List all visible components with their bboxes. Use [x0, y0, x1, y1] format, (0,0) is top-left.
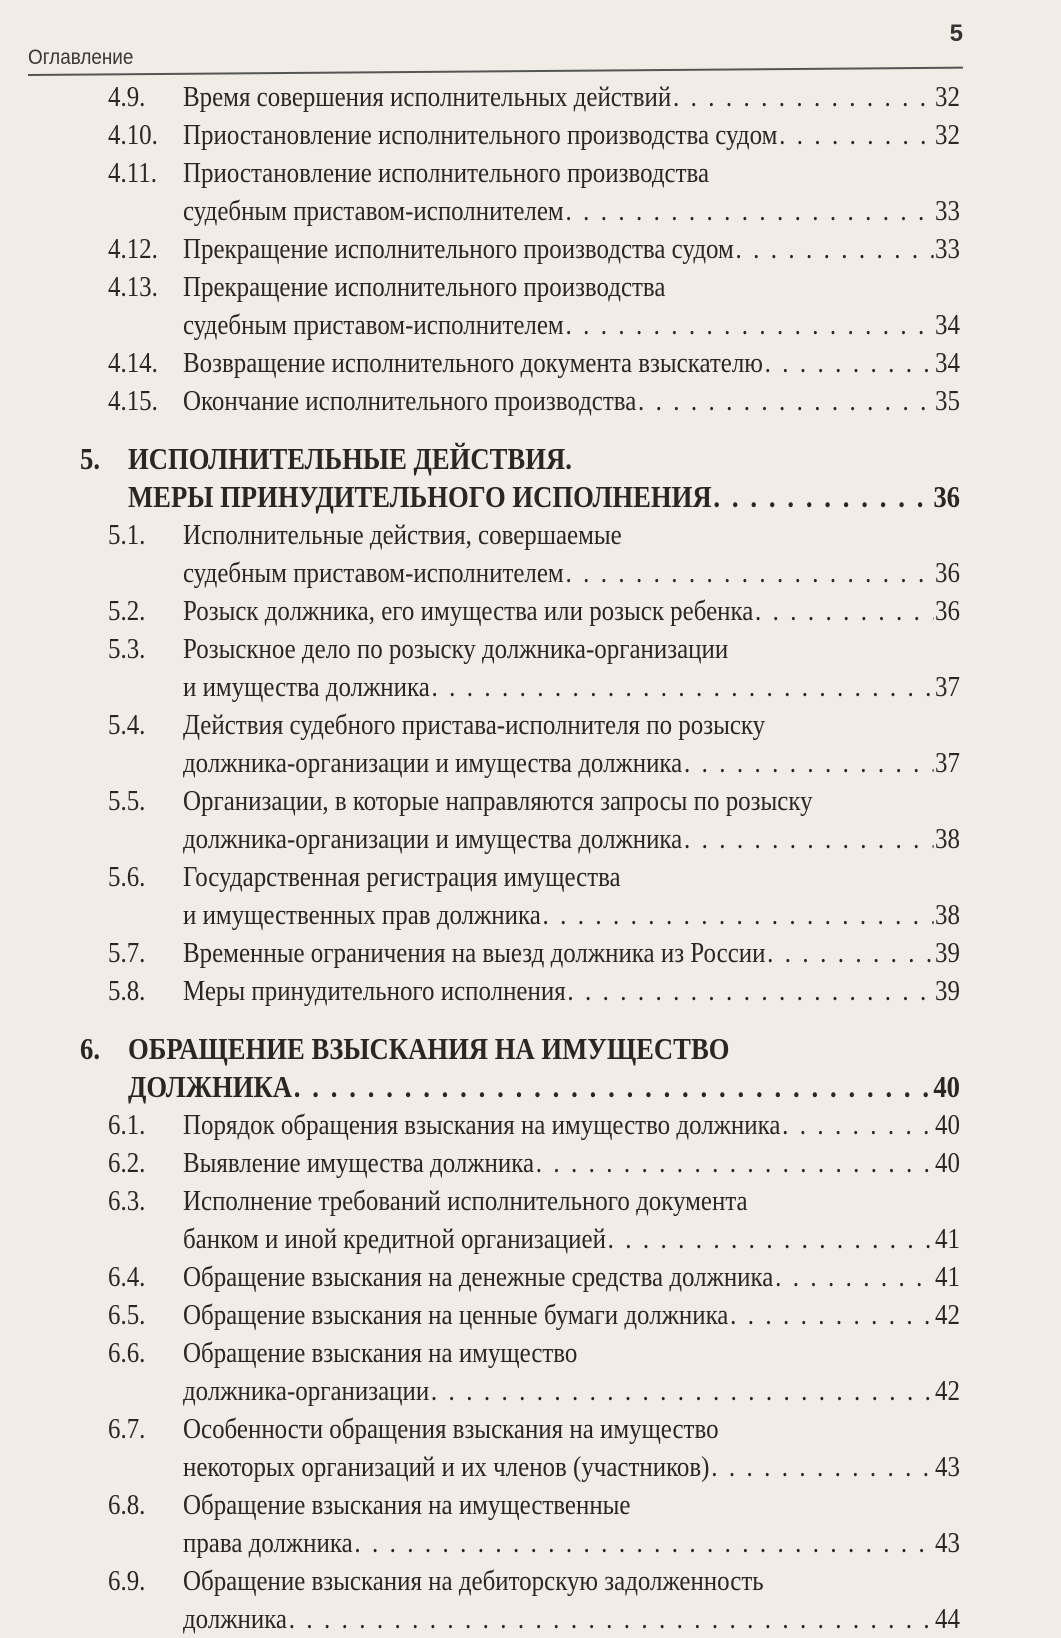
dot-leader [638, 382, 933, 420]
toc-page-number: 33 [935, 233, 960, 265]
running-head: Оглавление [28, 46, 134, 69]
toc-page-number: 32 [935, 119, 960, 151]
toc-entry-title: Обращение взыскания на ценные бумаги должника [182, 1299, 729, 1331]
toc-entry-title: должника-организации [182, 1375, 430, 1407]
toc-entry-title: Приостановление исполнительного производства [182, 157, 710, 189]
toc-entry-number: 6.2. [108, 1147, 146, 1179]
toc-entry-title: Прекращение исполнительного производства судом [182, 233, 734, 265]
dot-leader [782, 1106, 933, 1144]
toc-entry-title: Особенности обращения взыскания на имущество [182, 1413, 719, 1445]
toc-page-number: 42 [935, 1299, 960, 1331]
dot-leader [431, 1372, 933, 1410]
dot-leader [565, 192, 933, 230]
dot-leader [765, 344, 934, 382]
dot-leader [608, 1220, 934, 1258]
dot-leader [736, 230, 934, 268]
toc-entry-title: Меры принудительного исполнения [182, 975, 566, 1007]
dot-leader [767, 934, 933, 972]
toc-entry[interactable] [108, 1258, 960, 1296]
dot-leader [543, 896, 934, 934]
toc-entry-number: 6.3. [108, 1185, 146, 1217]
toc-entry[interactable] [108, 706, 960, 782]
toc-entry-title: судебным приставом-исполнителем [182, 557, 564, 589]
toc-page-number: 34 [935, 347, 960, 379]
toc-page-number: 36 [935, 557, 960, 589]
toc-entry[interactable] [108, 344, 960, 382]
toc-entry[interactable] [108, 1334, 960, 1410]
dot-leader [684, 820, 933, 858]
toc-entry[interactable] [108, 782, 960, 858]
toc-entry-number: 5.4. [108, 709, 146, 741]
dot-leader [673, 78, 933, 116]
dot-leader [354, 1524, 933, 1562]
toc-entry-title: Розыскное дело по розыску должника-организации [182, 633, 729, 665]
toc-entry-title: ДОЛЖНИКА [127, 1069, 293, 1104]
toc-page-number: 43 [935, 1527, 960, 1559]
toc-entry-title: Исполнительные действия, совершаемые [182, 519, 622, 551]
toc-entry-number: 4.12. [108, 233, 158, 265]
toc-entry-title: некоторых организаций и их членов (участников) [182, 1451, 710, 1483]
toc-entry[interactable] [108, 934, 960, 972]
toc-entry-number: 6.1. [108, 1109, 146, 1141]
toc-entry-title: Временные ограничения на выезд должника из России [182, 937, 766, 969]
dot-leader [779, 116, 933, 154]
toc-entry-number: 4.14. [108, 347, 158, 379]
toc-entry-number: 5. [80, 441, 100, 476]
toc-entry-number: 5.5. [108, 785, 146, 817]
toc-entry-title: Исполнение требований исполнительного документа [182, 1185, 748, 1217]
toc-entry-title: Время совершения исполнительных действий [182, 81, 672, 113]
toc-page-number: 38 [935, 899, 960, 931]
toc-page-number: 34 [935, 309, 960, 341]
toc-entry-number: 4.9. [108, 81, 146, 113]
toc-entry[interactable] [108, 592, 960, 630]
toc-entry-title: Окончание исполнительного производства [182, 385, 637, 417]
toc-page-number: 41 [935, 1223, 960, 1255]
toc-page-number: 36 [933, 479, 960, 514]
dot-leader [713, 478, 931, 516]
toc-page-number: 39 [935, 975, 960, 1007]
table-of-contents [0, 78, 1061, 1638]
toc-entry-title: Обращение взыскания на имущество [182, 1337, 578, 1369]
toc-entry-title: Государственная регистрация имущества [182, 861, 621, 893]
toc-entry-title: Порядок обращения взыскания на имущество должника [182, 1109, 781, 1141]
toc-page-number: 40 [935, 1147, 960, 1179]
toc-entry-title: Организации, в которые направляются запросы по розыску [182, 785, 813, 817]
page-header [28, 18, 963, 70]
toc-entry[interactable] [108, 516, 960, 592]
toc-page-number: 39 [935, 937, 960, 969]
toc-entry-number: 6.9. [108, 1565, 146, 1597]
toc-entry-title: Выявление имущества должника [182, 1147, 535, 1179]
toc-entry-title: ОБРАЩЕНИЕ ВЗЫСКАНИЯ НА ИМУЩЕСТВО [127, 1031, 730, 1066]
toc-entry-title: и имущества должника [182, 671, 430, 703]
toc-entry-title: судебным приставом-исполнителем [182, 309, 564, 341]
toc-entry-number: 5.7. [108, 937, 146, 969]
toc-entry[interactable] [108, 382, 960, 420]
toc-entry-title: Действия судебного пристава-исполнителя по розыску [182, 709, 766, 741]
toc-entry-number: 5.6. [108, 861, 146, 893]
toc-entry[interactable] [108, 1182, 960, 1258]
toc-entry-title: Розыск должника, его имущества или розыск ребенка [182, 595, 754, 627]
toc-page-number: 38 [935, 823, 960, 855]
toc-entry-title: Приостановление исполнительного производства судом [182, 119, 778, 151]
toc-entry-number: 4.10. [108, 119, 158, 151]
dot-leader [567, 972, 933, 1010]
toc-page-number: 36 [935, 595, 960, 627]
toc-page-number: 43 [935, 1451, 960, 1483]
toc-entry-number: 5.1. [108, 519, 146, 551]
toc-entry[interactable] [108, 154, 960, 230]
toc-page-number: 40 [933, 1069, 960, 1104]
toc-entry-number: 4.13. [108, 271, 158, 303]
toc-entry-title: Прекращение исполнительного производства [182, 271, 666, 303]
toc-entry[interactable] [108, 116, 960, 154]
toc-entry[interactable] [108, 268, 960, 344]
toc-entry-title: ИСПОЛНИТЕЛЬНЫЕ ДЕЙСТВИЯ. [127, 441, 572, 476]
toc-entry-number: 6.7. [108, 1413, 146, 1445]
toc-entry[interactable] [108, 1486, 960, 1562]
toc-entry[interactable] [108, 1106, 960, 1144]
toc-page-number: 40 [935, 1109, 960, 1141]
dot-leader [775, 1258, 933, 1296]
toc-entry-title: должника-организации и имущества должника [182, 823, 683, 855]
dot-leader [684, 744, 933, 782]
toc-entry-number: 6.5. [108, 1299, 146, 1331]
toc-entry-title: Возвращение исполнительного документа взыскателю [182, 347, 763, 379]
toc-entry[interactable] [108, 1144, 960, 1182]
toc-entry[interactable] [108, 1296, 960, 1334]
toc-entry-title: Обращение взыскания на имущественные [182, 1489, 631, 1521]
page-number: 5 [949, 20, 963, 47]
toc-page-number: 44 [935, 1603, 960, 1635]
toc-entry[interactable] [108, 858, 960, 934]
toc-chapter[interactable] [80, 1030, 960, 1106]
toc-page-number: 33 [935, 195, 960, 227]
toc-entry-title: права должника [182, 1527, 353, 1559]
dot-leader [565, 554, 933, 592]
toc-entry-number: 6.6. [108, 1337, 146, 1369]
toc-entry-title: Обращение взыскания на денежные средства должника [182, 1261, 774, 1293]
toc-entry[interactable] [108, 230, 960, 268]
dot-leader [755, 592, 933, 630]
toc-entry-title: банком и иной кредитной организацией [182, 1223, 606, 1255]
dot-leader [294, 1068, 932, 1106]
toc-page-number: 37 [935, 671, 960, 703]
toc-entry[interactable] [108, 972, 960, 1010]
toc-entry-number: 4.15. [108, 385, 158, 417]
dot-leader [432, 668, 934, 706]
toc-entry-title: судебным приставом-исполнителем [182, 195, 564, 227]
header-rule [28, 67, 963, 76]
toc-entry-number: 4.11. [108, 157, 157, 189]
toc-entry-number: 5.3. [108, 633, 146, 665]
dot-leader [565, 306, 933, 344]
toc-entry-title: должника [182, 1603, 288, 1635]
dot-leader [536, 1144, 934, 1182]
toc-page-number: 32 [935, 81, 960, 113]
toc-entry[interactable] [108, 1562, 960, 1638]
toc-page-number: 35 [935, 385, 960, 417]
toc-page-number: 41 [935, 1261, 960, 1293]
toc-entry-title: МЕРЫ ПРИНУДИТЕЛЬНОГО ИСПОЛНЕНИЯ [127, 479, 712, 514]
toc-entry-number: 6.4. [108, 1261, 146, 1293]
dot-leader [730, 1296, 933, 1334]
toc-entry-number: 5.2. [108, 595, 146, 627]
toc-entry-number: 6.8. [108, 1489, 146, 1521]
toc-entry-title: и имущественных прав должника [182, 899, 541, 931]
toc-entry[interactable] [108, 630, 960, 706]
dot-leader [289, 1600, 934, 1638]
toc-page-number: 42 [935, 1375, 960, 1407]
toc-entry[interactable] [108, 78, 960, 116]
toc-entry-number: 6. [80, 1031, 100, 1066]
toc-entry-title: должника-организации и имущества должника [182, 747, 683, 779]
toc-chapter[interactable] [80, 440, 960, 516]
toc-page-number: 37 [935, 747, 960, 779]
dot-leader [711, 1448, 933, 1486]
toc-entry-title: Обращение взыскания на дебиторскую задолженность [182, 1565, 764, 1597]
toc-entry[interactable] [108, 1410, 960, 1486]
toc-entry-number: 5.8. [108, 975, 146, 1007]
